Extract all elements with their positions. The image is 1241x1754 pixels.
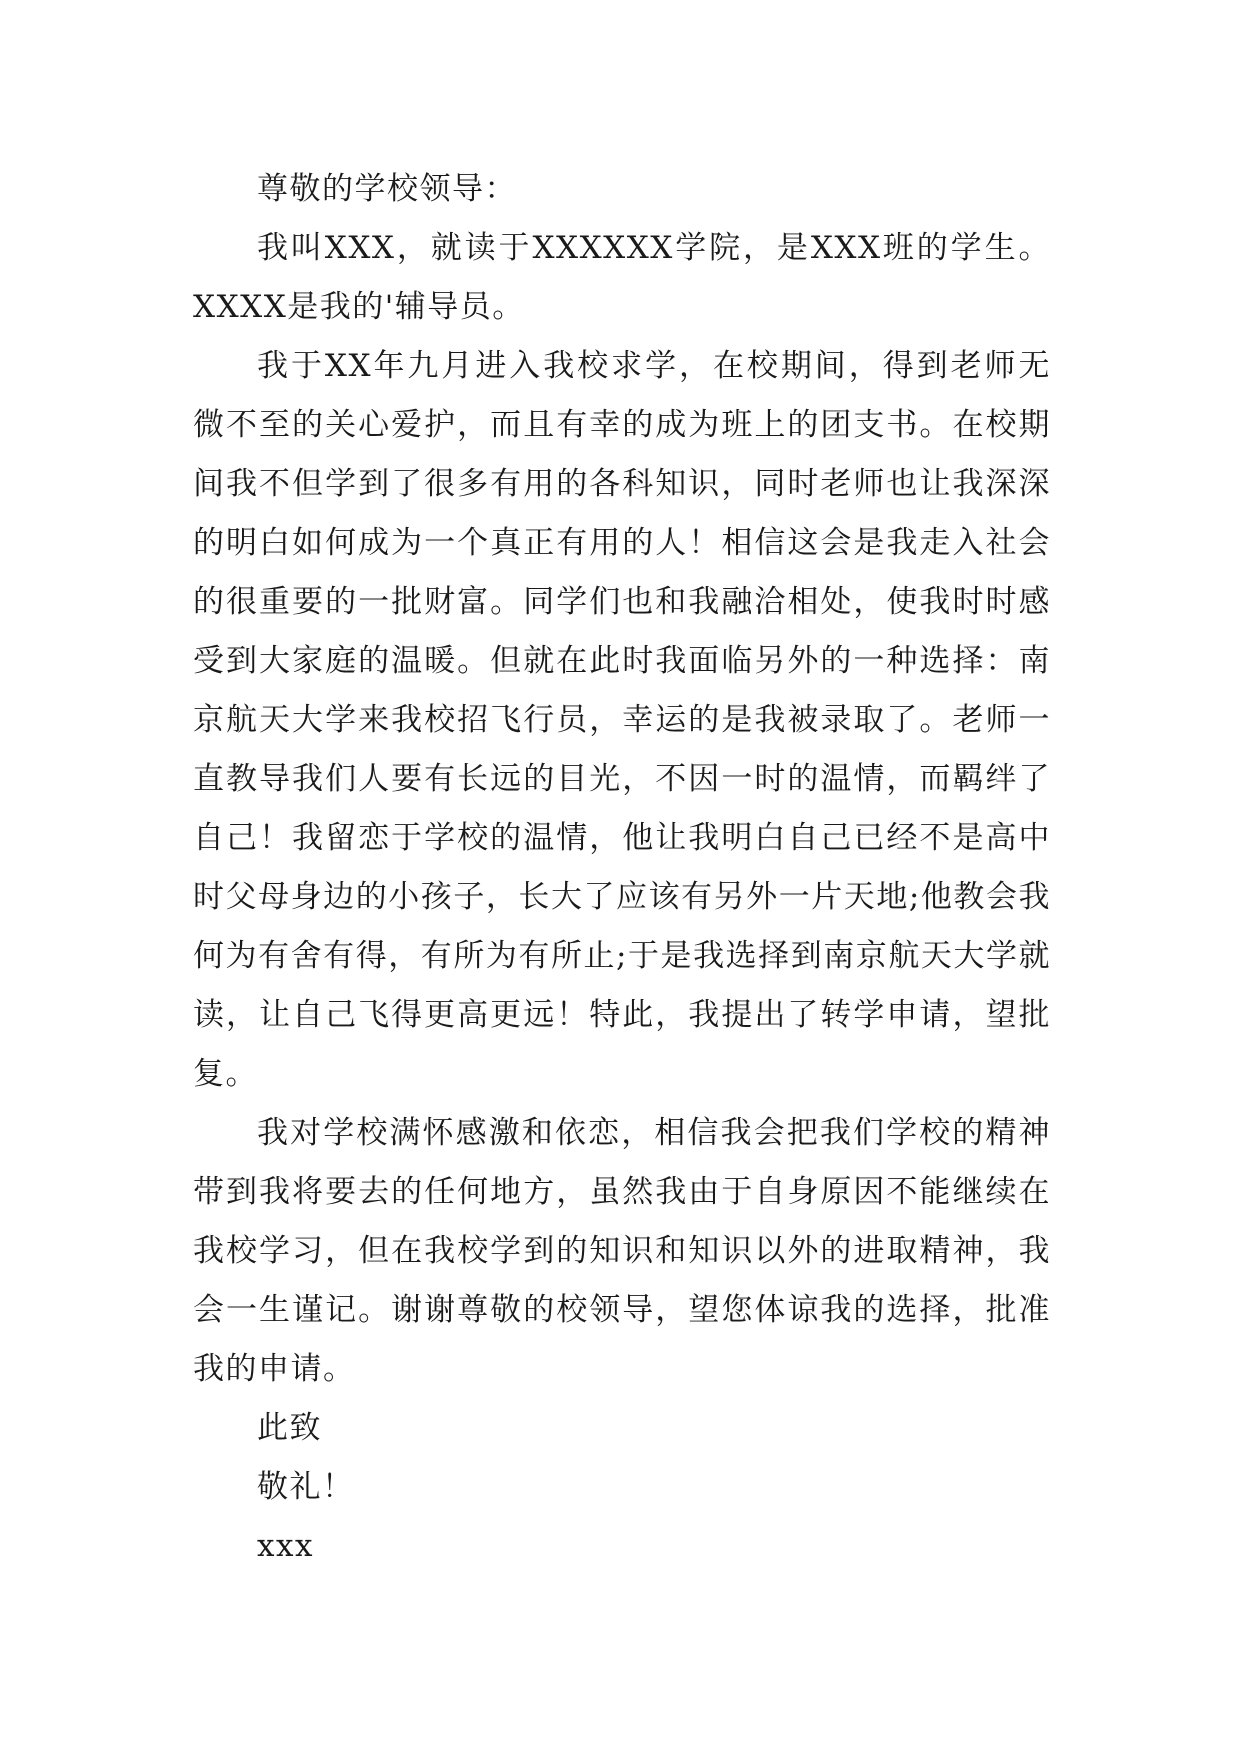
closing-greeting: 此致: [257, 1410, 322, 1446]
salutation: 尊敬的学校领导：: [257, 171, 517, 207]
closing-salute: 敬礼！: [257, 1469, 355, 1505]
paragraph-gratitude: 我对学校满怀感激和依恋，相信我会把我们学校的精神带到我将要去的任何地方，虽然我由于自身原因不能继续在我校学习，但在我校学到的知识和知识以外的进取精神，我会一生谨记。谢谢尊敬的校领导，望您体谅我的选择，批准我的申请。: [193, 1115, 1051, 1387]
letter-body: [193, 160, 1051, 1576]
paragraph-reason: 我于XX年九月进入我校求学，在校期间，得到老师无微不至的关心爱护，而且有幸的成为班上的团支书。在校期间我不但学到了很多有用的各科知识，同时老师也让我深深的明白如何成为一个真正有用的人！相信这会是我走入社会的很重要的一批财富。同学们也和我融洽相处，使我时时感受到大家庭的温暖。但就在此时我面临另外的一种选择：南京航天大学来我校招飞行员，幸运的是我被录取了。老师一直教导我们人要有长远的目光，不因一时的温情，而羁绊了自己！我留恋于学校的温情，他让我明白自己已经不是高中时父母身边的小孩子，长大了应该有另外一片天地;他教会我何为有舍有得，有所为有所止;于是我选择到南京航天大学就读，让自己飞得更高更远！特此，我提出了转学申请，望批复。: [193, 348, 1051, 1092]
paragraph-intro: 我叫XXX，就读于XXXXXX学院，是XXX班的学生。XXXX是我的'辅导员。: [193, 230, 1051, 325]
signature: xxx: [257, 1528, 314, 1564]
